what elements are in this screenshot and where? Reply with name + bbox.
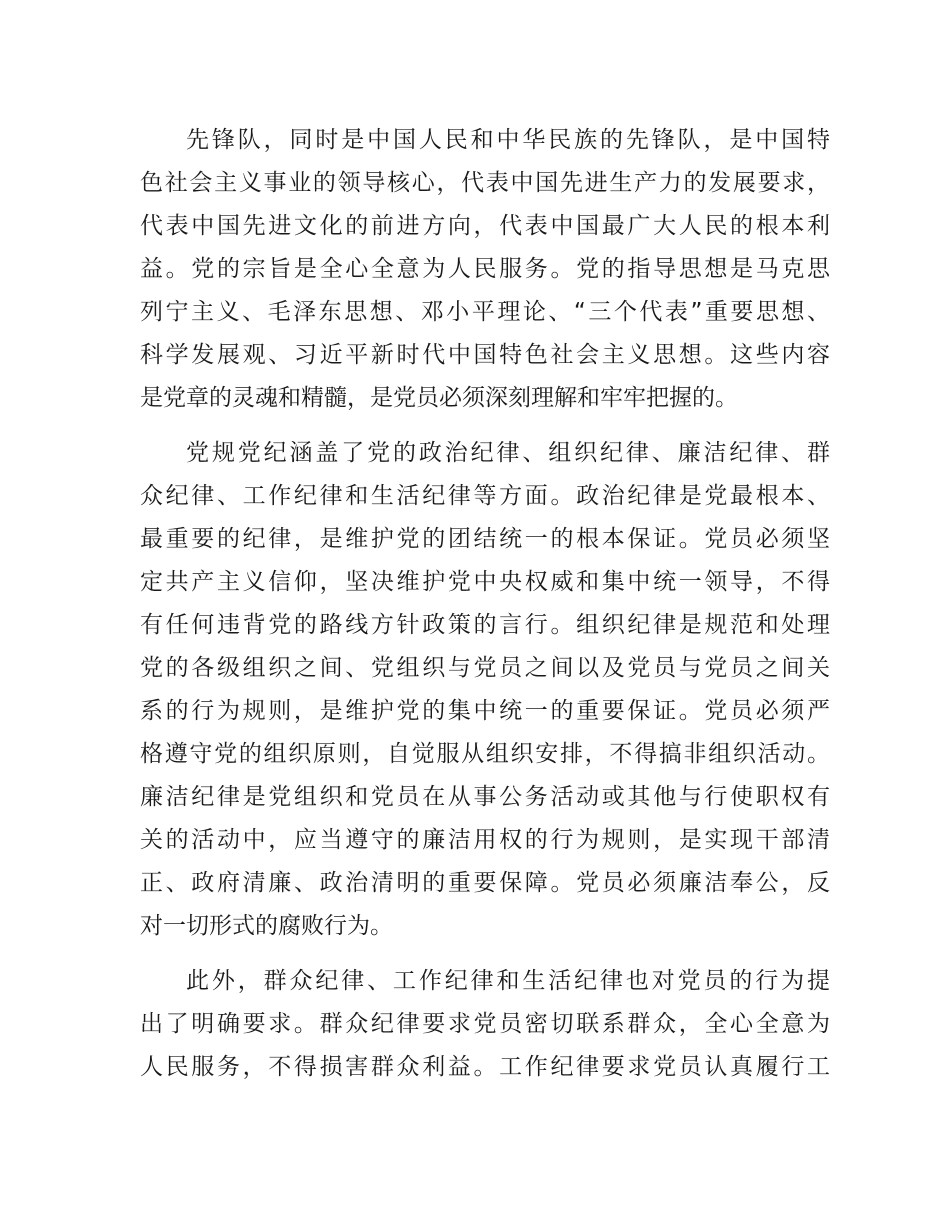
text-line: 人民服务，不得损害群众利益。工作纪律要求党员认真履行工 [140, 1054, 830, 1080]
paragraph-2 [140, 432, 830, 948]
text-line: 关的活动中，应当遵守的廉洁用权的行为规则，是实现干部清 [140, 827, 830, 853]
paragraph-1 [140, 119, 830, 420]
text-line: 定共产主义信仰，坚决维护党中央权威和集中统一领导，不得 [140, 569, 830, 595]
text-line: 色社会主义事业的领导核心，代表中国先进生产力的发展要求， [140, 170, 830, 196]
text-line: 益。党的宗旨是全心全意为人民服务。党的指导思想是马克思 [140, 256, 830, 282]
text-line: 最重要的纪律，是维护党的团结统一的根本保证。党员必须坚 [140, 526, 830, 552]
text-line: 出了明确要求。群众纪律要求党员密切联系群众，全心全意为 [140, 1011, 830, 1037]
text-line: 众纪律、工作纪律和生活纪律等方面。政治纪律是党最根本、 [140, 483, 830, 509]
text-line: 有任何违背党的路线方针政策的言行。组织纪律是规范和处理 [140, 612, 830, 638]
paragraph-3 [140, 960, 830, 1089]
text-line: 格遵守党的组织原则，自觉服从组织安排，不得搞非组织活动。 [140, 741, 830, 767]
text-line: 党的各级组织之间、党组织与党员之间以及党员与党员之间关 [140, 655, 830, 681]
text-line: 正、政府清廉、政治清明的重要保障。党员必须廉洁奉公，反 [140, 870, 830, 896]
text-line: 列宁主义、毛泽东思想、邓小平理论、“三个代表”重要思想、 [140, 299, 830, 325]
document-body [140, 119, 830, 1101]
text-line: 对一切形式的腐败行为。 [140, 913, 393, 939]
text-line: 是党章的灵魂和精髓，是党员必须深刻理解和牢牢把握的。 [140, 385, 738, 411]
text-line: 科学发展观、习近平新时代中国特色社会主义思想。这些内容 [140, 342, 830, 368]
text-line: 廉洁纪律是党组织和党员在从事公务活动或其他与行使职权有 [140, 784, 830, 810]
text-line: 代表中国先进文化的前进方向，代表中国最广大人民的根本利 [140, 213, 830, 239]
text-line: 此外，群众纪律、工作纪律和生活纪律也对党员的行为提 [186, 968, 830, 994]
text-line: 先锋队，同时是中国人民和中华民族的先锋队，是中国特 [186, 127, 830, 153]
text-line: 系的行为规则，是维护党的集中统一的重要保证。党员必须严 [140, 698, 830, 724]
text-line: 党规党纪涵盖了党的政治纪律、组织纪律、廉洁纪律、群 [186, 440, 830, 466]
